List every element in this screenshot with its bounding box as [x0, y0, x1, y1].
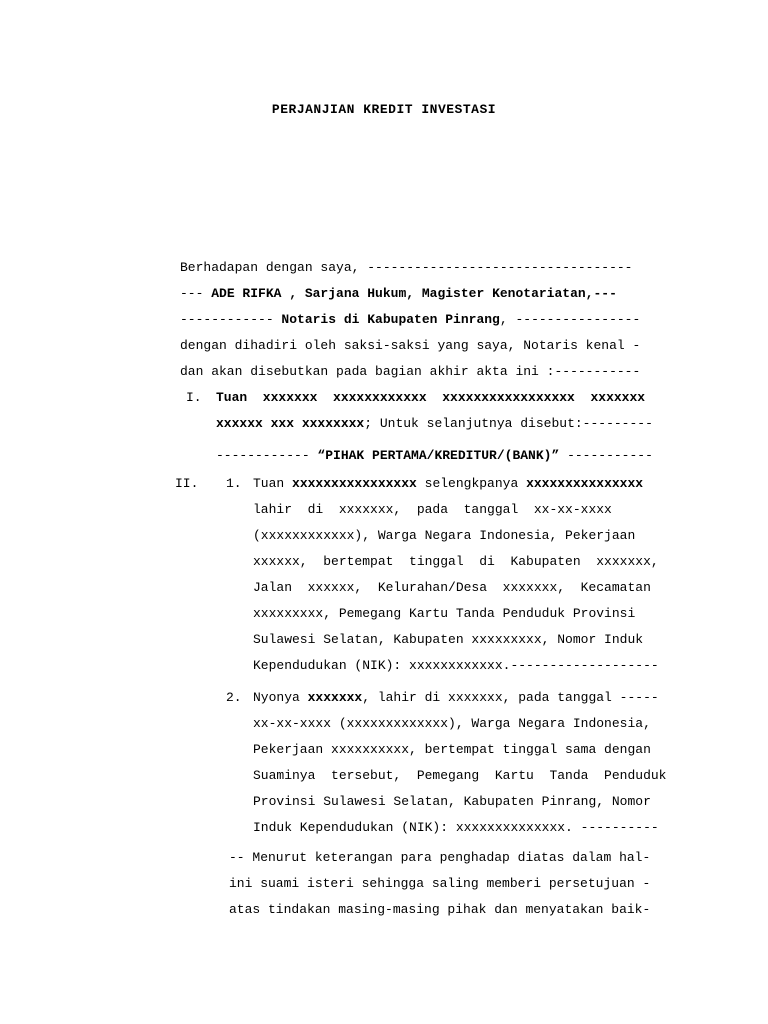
note-line-2: ini suami isteri sehingga saling memberi persetujuan -: [229, 876, 651, 891]
item-2-line-1: [253, 690, 659, 706]
party-1-note: ; Untuk selanjutnya disebut:---------: [364, 416, 653, 431]
note-line-3: atas tindakan masing-masing pihak dan menyatakan baik-: [229, 902, 651, 917]
item-2-number: 2.: [226, 690, 242, 705]
dash-run: -----------: [559, 448, 653, 463]
party-1-name: xxxxxx xxx xxxxxxxx: [216, 416, 365, 431]
item-1-line-7: Sulawesi Selatan, Kabupaten xxxxxxxxx, Nomor Induk: [253, 632, 644, 647]
item-1-prefix: Tuan: [253, 476, 293, 491]
party-1-number: I.: [186, 390, 202, 405]
item-1-line-6: xxxxxxxxx, Pemegang Kartu Tanda Penduduk Provinsi: [253, 606, 636, 621]
item-2-name: xxxxxxx: [307, 690, 363, 705]
item-1-name: xxxxxxxxxxxxxxxx: [292, 476, 417, 491]
item-2-post: , lahir di xxxxxxx, pada tanggal -----: [362, 690, 659, 705]
item-1-line-3: (xxxxxxxxxxxx), Warga Negara Indonesia, Pekerjaan: [253, 528, 636, 543]
intro-line-2: [180, 286, 617, 302]
dash-run: , ----------------: [499, 312, 641, 327]
item-1-number: 1.: [226, 476, 242, 491]
party-1-line-1: Tuan xxxxxxx xxxxxxxxxxxx xxxxxxxxxxxxxxxxx xxxxxxx: [216, 390, 646, 405]
intro-line-5: dan akan disebutkan pada bagian akhir akta ini :-----------: [180, 364, 641, 379]
item-2-line-4: Suaminya tersebut, Pemegang Kartu Tanda Penduduk: [253, 768, 667, 783]
notary-name: ADE RIFKA , Sarjana Hukum, Magister Kenotariatan,---: [211, 286, 617, 301]
item-1-line-2: lahir di xxxxxxx, pada tanggal xx-xx-xxxx: [253, 502, 612, 517]
item-2-line-2: xx-xx-xxxx (xxxxxxxxxxxxx), Warga Negara Indonesia,: [253, 716, 651, 731]
party-2-number: II.: [175, 476, 199, 491]
party-1-line-2: [216, 416, 653, 432]
item-1-line-4: xxxxxx, bertempat tinggal di Kabupaten xxxxxxx,: [253, 554, 659, 569]
item-1-line-1: [253, 476, 643, 492]
item-2-line-6: Induk Kependudukan (NIK): xxxxxxxxxxxxxx. ----------: [253, 820, 659, 835]
item-1-line-5: Jalan xxxxxx, Kelurahan/Desa xxxxxxx, Kecamatan: [253, 580, 651, 595]
intro-line-4: dengan dihadiri oleh saksi-saksi yang saya, Notaris kenal -: [180, 338, 641, 353]
notary-location: Notaris di Kabupaten Pinrang: [281, 312, 500, 327]
item-1-line-8: Kependudukan (NIK): xxxxxxxxxxxx.-------------------: [253, 658, 659, 673]
document-title: PERJANJIAN KREDIT INVESTASI: [271, 102, 497, 117]
intro-line-1: Berhadapan dengan saya, ----------------------------------: [180, 260, 633, 275]
dash-run: ---: [180, 286, 212, 301]
dash-run: ------------: [216, 448, 318, 463]
party-1-designation: “PIHAK PERTAMA/KREDITUR/(BANK)”: [317, 448, 560, 463]
intro-line-3: [180, 312, 640, 328]
item-2-prefix: Nyonya: [253, 690, 308, 705]
item-2-line-5: Provinsi Sulawesi Selatan, Kabupaten Pinrang, Nomor: [253, 794, 651, 809]
dash-run: ------------: [180, 312, 282, 327]
item-1-fullname: xxxxxxxxxxxxxxx: [526, 476, 644, 491]
note-line-1: -- Menurut keterangan para penghadap diatas dalam hal-: [229, 850, 651, 865]
item-2-line-3: Pekerjaan xxxxxxxxxx, bertempat tinggal sama dengan: [253, 742, 651, 757]
party-1-line-3: [216, 448, 653, 464]
item-1-mid: selengkpanya: [416, 476, 527, 491]
